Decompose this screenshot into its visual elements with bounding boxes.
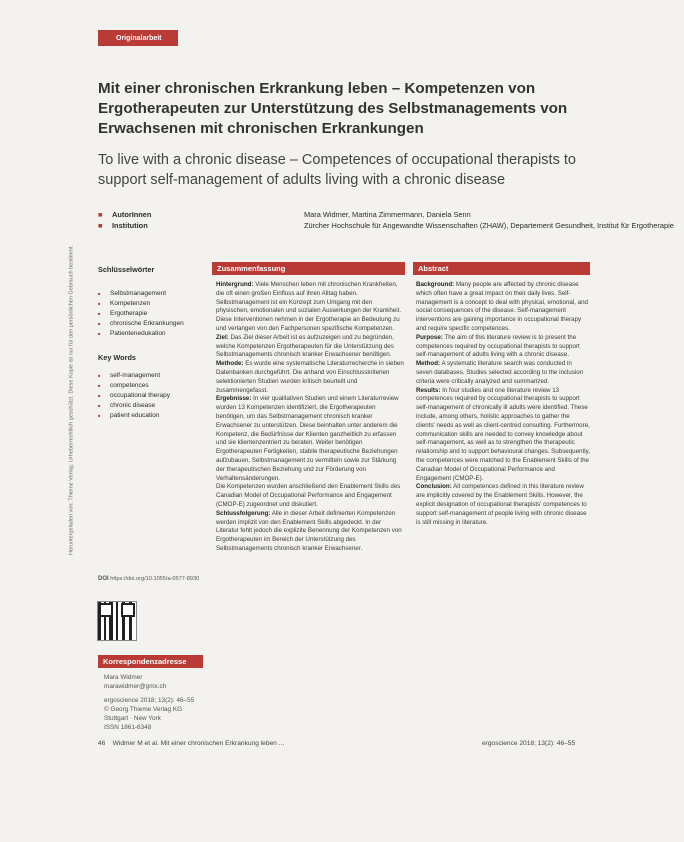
institution-value: Zürcher Hochschule für Angewandte Wissenschaften (ZHAW), Departement Gesundheit, Institut für Ergotherapie	[304, 221, 674, 230]
qr-code-icon	[98, 602, 136, 640]
authors-value: Mara Widmer, Martina Zimmermann, Daniela Senn	[304, 210, 471, 219]
title-english: To live with a chronic disease – Competences of occupational therapists to support self-management of adults living with a chronic disease	[98, 152, 576, 188]
keyword-item: ■ chronische Erkrankungen	[98, 319, 198, 329]
page-number: 46	[98, 740, 106, 747]
abstract-paragraph: Method: A systematic literature search was conducted in seven databases. Studies selected according to the inclusion criteria were critically analyzed and summarized.	[416, 360, 584, 385]
institution-label: Institution	[112, 221, 148, 230]
keywords-en-heading: Key Words	[98, 353, 136, 362]
keyword-item: ■ competences	[98, 381, 198, 391]
keyword-item: ■ Selbstmanagement	[98, 289, 198, 299]
footer-right: ergoscience 2018; 13(2): 46–55	[482, 740, 576, 747]
abstract-body	[416, 281, 590, 527]
bullet-icon: ■	[98, 210, 103, 219]
abstract-paragraph: Conclusion: All competences defined in this literature review are implicitly covered by the Enablement Skills. However, the explicit designation of occupational therapists' competences to support self-management of people living with chronic disease is still missing in literature.	[416, 483, 587, 526]
keyword-item: ■ self-management	[98, 371, 198, 381]
institution-row	[98, 221, 674, 241]
abstract-paragraph: Ziel: Das Ziel dieser Arbeit ist es aufzuzeigen und zu begründen, welche Kompetenzen Ergotherapeuten für die Unterstützung des Selbstmanagements chronisch kranker Erwachsener benötigen.	[216, 333, 394, 359]
abstract-paragraph: Schlussfolgerung: Alle in dieser Arbeit definierten Kompetenzen werden implizit von den Enablement Skills abgedeckt. In der Literatur fehlt jedoch die explizite Benennung der Kompetenzen von Ergotherapeuten im Bereich der Unterstützung des Selbstmanagements chronisch kranker Erwachsener.	[216, 509, 402, 552]
side-note-text: Heruntergeladen von: Thieme Verlag. Urheberrechtlich geschützt. Diese Kopie ist nur für den persönlichen Gebrauch bestimmt.	[68, 245, 75, 555]
doi-block	[98, 575, 202, 583]
publisher-line: © Georg Thieme Verlag KG	[104, 706, 183, 713]
abstract-paragraph: Hintergrund: Viele Menschen leben mit chronischen Krankheiten, die oft einen großen Einfluss auf ihren Alltag haben. Selbstmanagement ist ein Konzept zum Umgang mit den physischen, emotionalen und sozialen Auswirkungen der Krankheit. Diese Interventionen nehmen in der Ergotherapie an Bedeutung zu und verlangen von den Fachpersonen spezifische Kompetenzen.	[216, 281, 402, 332]
keyword-item: ■ Kompetenzen	[98, 299, 198, 309]
keyword-item: ■ patient education	[98, 411, 198, 421]
contact-block	[104, 673, 204, 732]
abstract-paragraph: Background: Many people are affected by chronic disease which often have a great impact on their daily lives. Self-management is a concept to deal with physical, emotional, and social consequences of the disease. Self-management interventions are gaining importance in occupational therapy and require specific competences.	[416, 281, 588, 332]
doi-link[interactable]: https://doi.org/10.1055/a-0577-8930	[110, 576, 200, 582]
running-citation: Widmer M et al. Mit einer chronischen Erkrankung leben ...	[112, 740, 285, 747]
keyword-item: ■ chronic disease	[98, 401, 198, 411]
abstract-paragraph: Methode: Es wurde eine systematische Literaturrecherche in sieben Datenbanken durchgeführt. Die anhand von Einschlusskriterien selektionierten Studien wurden kritisch beurteilt und zusammengefasst.	[216, 360, 404, 394]
title-german: Mit einer chronischen Erkrankung leben – Kompetenzen von Ergotherapeuten zur Unterstützung des Selbstmanagements von Erwachsenen mit chronischen Erkrankungen	[98, 80, 568, 137]
keywords-de-section	[98, 265, 198, 339]
publisher-line: Stuttgart · New York	[104, 715, 161, 722]
article-type-badge: Originalarbeit	[98, 30, 178, 46]
publisher-line: ergoscience 2018; 13(2): 46–55	[104, 697, 195, 704]
abstract-paragraph: Ergebnisse: In vier qualitativen Studien und einem Literaturreview wurden 13 Kompetenzen identifiziert, die Ergotherapeuten benötigen, um das Selbstmanagement chronisch kranker Erwachsener zu unterstützen. Diese beinhalten unter anderem die Kompetenz, die Bedürfnisse der Klienten ganzheitlich zu erfassen und sie klientenzentriert zu beraten. Weiter benötigen Ergotherapeuten Fertigkeiten, stabile therapeutische Beziehungen aufzubauen, Selbstmanagement zu vermitteln sowie zur Stärkung der therapeutischen Beziehung und zur Förderung von Verhaltensänderungen.	[216, 395, 399, 482]
keywords-en-section	[98, 353, 198, 421]
abstract-paragraph: Purpose: The aim of this literature review is to present the competences required by occupational therapists to support self-management of adults living with a chronic disease.	[416, 333, 580, 359]
publisher-line: ISSN 1861-6348	[104, 724, 152, 731]
keywords-de-heading: Schlüsselwörter	[98, 265, 155, 274]
contact-heading: Korrespondenzadresse	[98, 655, 203, 668]
abstract-paragraph: Results: In four studies and one literature review 13 competences required by occupational therapists to support self-management of chronically ill adults were identified. These include, among others, holistic approaches to gather the clients' needs as well as client-centred consulting. Furthermore, communication skills are needed to convey knowledge about self-management, as well as to strengthen the therapeutic relationship and to support behavioural changes. Subsequently, the competences were matched to the Enablement Skills of the Canadian Model of Occupational Performance and Engagement (CMOP-E).	[416, 386, 590, 482]
copyright-side-note	[66, 30, 78, 770]
keyword-item: ■ Patientenedukation	[98, 329, 198, 339]
abstract-heading: Abstract	[413, 262, 590, 275]
zusammenfassung-heading: Zusammenfassung	[212, 262, 405, 275]
zusammenfassung-body	[216, 281, 404, 554]
contact-email[interactable]: marawidmer@gmx.ch	[104, 683, 167, 690]
keyword-item: ■ Ergotherapie	[98, 309, 198, 319]
authors-row	[98, 210, 598, 220]
abstract-paragraph: Die Kompetenzen wurden anschließend den Enablement Skills des Canadian Model of Occupational Performance and Engagement (CMOP-E) zugeordnet und diskutiert.	[216, 483, 401, 508]
footer-left	[98, 740, 284, 747]
doi-label: DOI	[98, 576, 109, 582]
authors-label: AutorInnen	[112, 210, 152, 219]
contact-name: Mara Widmer	[104, 674, 143, 681]
bullet-icon: ■	[98, 221, 103, 230]
keyword-item: ■ occupational therapy	[98, 391, 198, 401]
